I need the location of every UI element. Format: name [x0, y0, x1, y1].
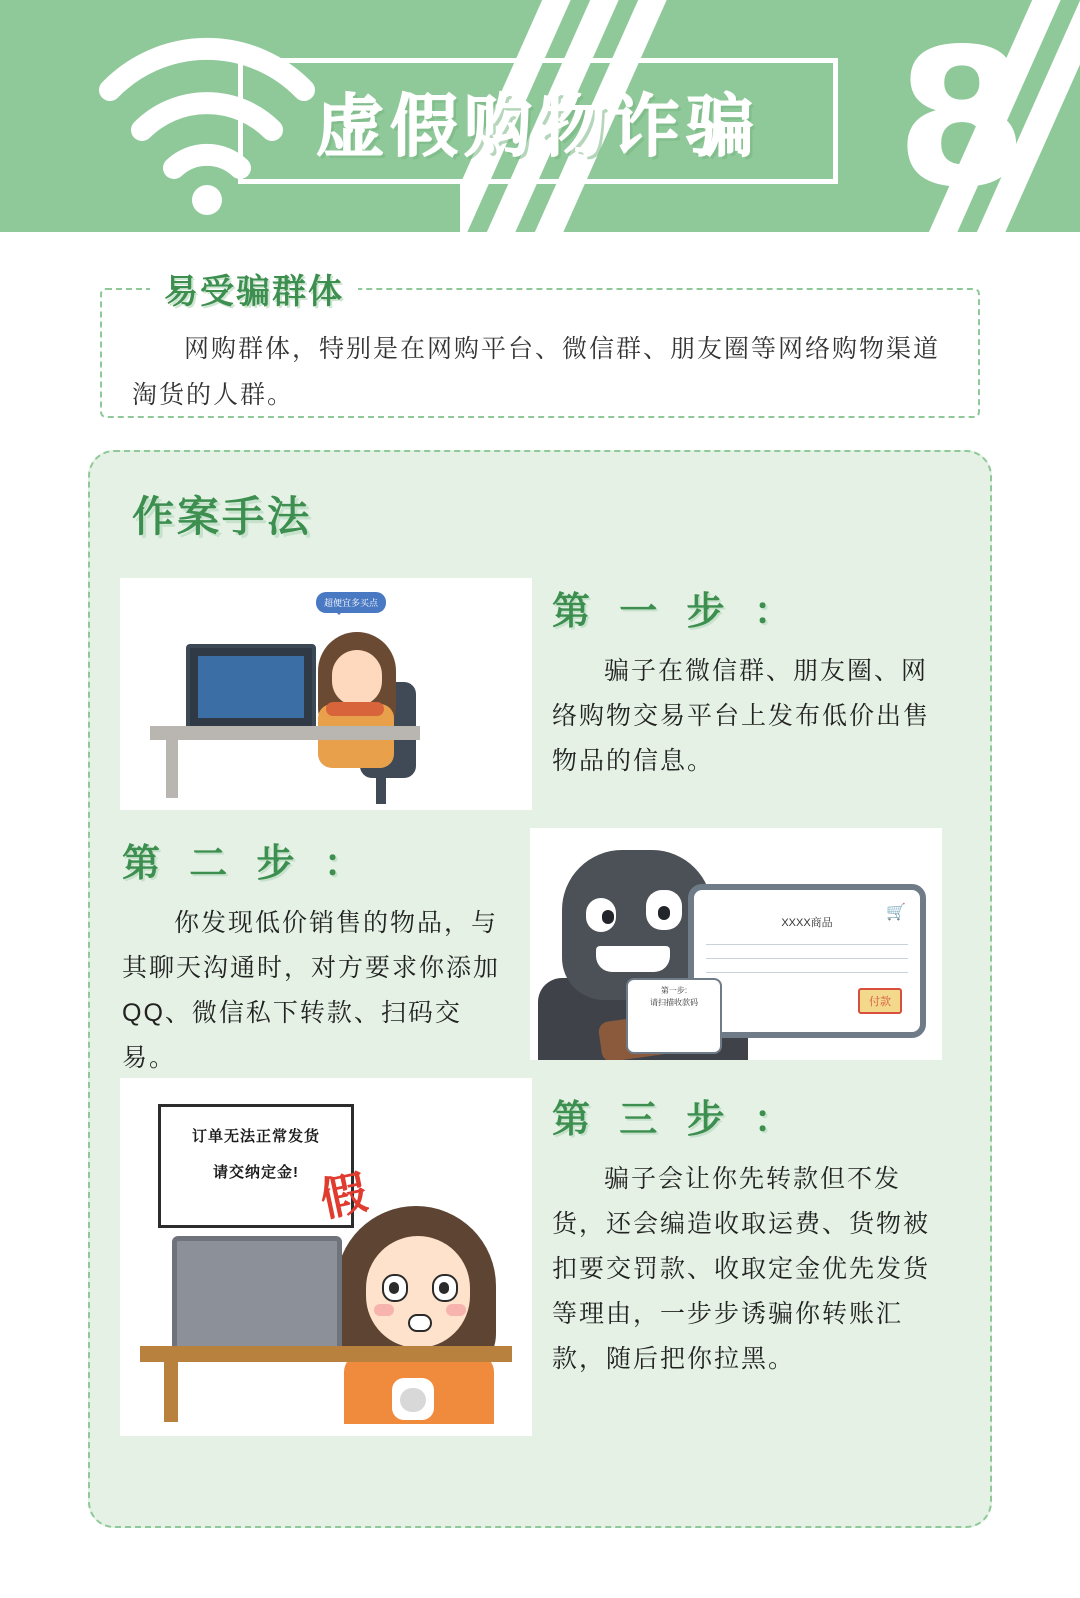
step-2-body: 你发现低价销售的物品，与其聊天沟通时，对方要求你添加QQ、微信私下转款、扫码交易。 — [122, 909, 501, 1072]
scammer-pupil-left — [602, 910, 614, 924]
worried-woman-screen-illustration — [120, 1078, 532, 1436]
page-title-box — [238, 58, 838, 184]
bunny-face-shape — [400, 1388, 426, 1412]
woman-scarf-shape — [326, 702, 384, 716]
desk3-leg-shape — [164, 1362, 178, 1422]
qr-bubble-line1: 第一步: — [660, 986, 688, 995]
woman3-cheek-right — [446, 1304, 466, 1316]
step-2-title: 第 二 步 ： — [122, 841, 370, 885]
page-header — [0, 0, 1080, 232]
pay-button[interactable]: 付款 — [858, 988, 902, 1014]
desk3-shape — [140, 1346, 512, 1362]
method-section-heading: 作案手法 — [132, 492, 313, 541]
victim-section — [100, 272, 980, 418]
victim-section-heading: 易受骗群体 — [150, 264, 358, 313]
step-1 — [552, 580, 944, 784]
step-1-title: 第 一 步 ： — [552, 589, 800, 633]
monitor-shape — [186, 644, 316, 736]
woman3-eye-right — [432, 1274, 458, 1302]
step-1-body: 骗子在微信群、朋友圈、网络购物交易平台上发布低价出售物品的信息。 — [552, 657, 931, 775]
shopping-cart-icon: 🛒 — [886, 904, 906, 921]
desk-leg-shape — [166, 740, 178, 798]
woman3-mouth-shape — [408, 1314, 432, 1332]
speech-bubble-cheap: 超便宜多买点 — [316, 592, 386, 613]
victim-section-body: 网购群体，特别是在网购平台、微信群、朋友圈等网络购物渠道淘货的人群。 — [132, 335, 941, 409]
step-2 — [122, 832, 514, 1081]
scammer-pupil-right — [658, 906, 670, 920]
masked-scammer-tablet-illustration — [530, 828, 942, 1060]
woman3-eye-left — [382, 1274, 408, 1302]
monitor3-shape — [172, 1236, 342, 1356]
woman-at-computer-illustration — [120, 578, 532, 810]
section-number: 8 — [895, 8, 1028, 229]
scammer-mouth-shape — [596, 946, 670, 972]
woman-face-shape — [332, 650, 382, 706]
step-3-title: 第 三 步 ： — [552, 1097, 800, 1141]
step-3-body: 骗子会让你先转款但不发货，还会编造收取运费、货物被扣要交罚款、收取定金优先发货等理由，一步步诱骗你转账汇款，随后把你拉黑。 — [552, 1165, 931, 1373]
qr-instruction-bubble — [626, 978, 722, 1054]
poster-line-1: 订单无法正常发货 — [191, 1128, 320, 1145]
fake-stamp: 假 — [315, 1164, 372, 1228]
qr-bubble-line2: 请扫描收款码 — [650, 998, 698, 1007]
tablet-goods-title: XXXX商品 — [781, 917, 833, 929]
tablet-shape — [688, 884, 926, 1038]
page-title: 虚假购物诈骗 — [315, 87, 760, 167]
step-3 — [552, 1088, 944, 1382]
desk-shape — [150, 726, 420, 740]
poster-line-2: 请交纳定金! — [213, 1164, 299, 1181]
chair-leg-shape — [376, 774, 386, 804]
woman3-cheek-left — [374, 1304, 394, 1316]
